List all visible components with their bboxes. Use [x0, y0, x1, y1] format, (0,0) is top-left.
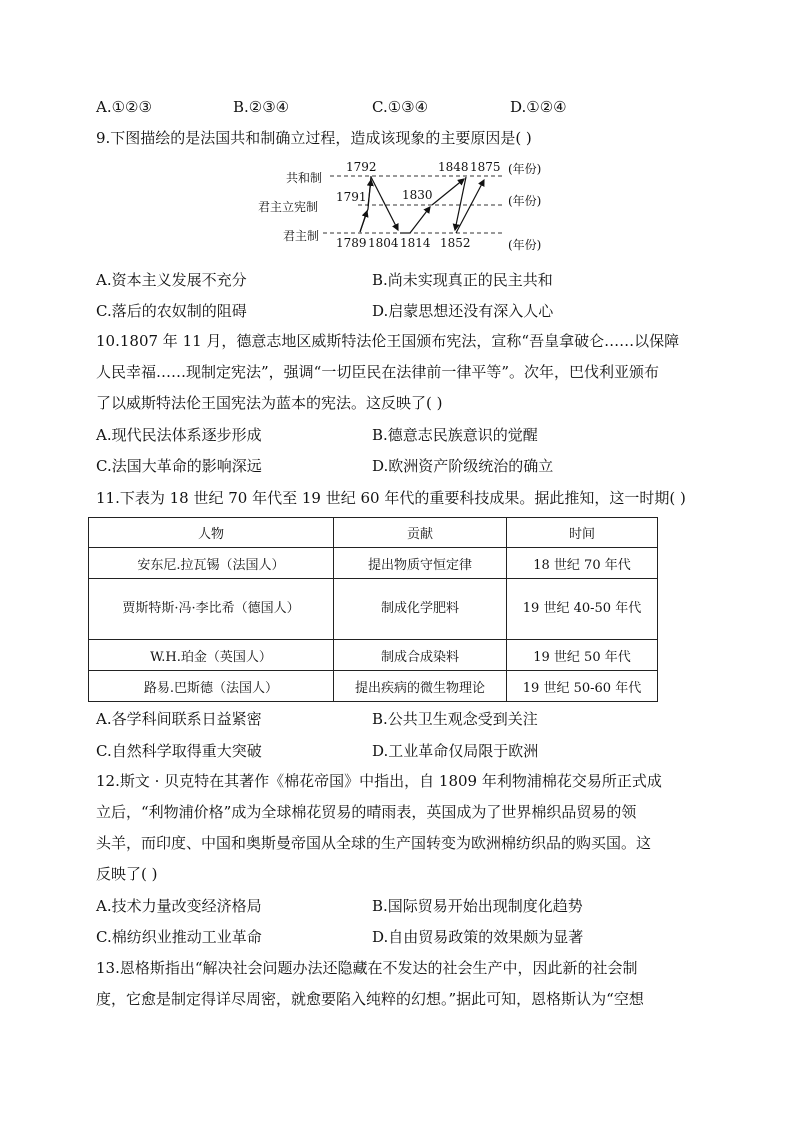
- header-person: 人物: [89, 518, 334, 548]
- q12-stem: [96, 766, 696, 890]
- q11-science-table: [88, 517, 658, 702]
- level-label-monarchy: 君主制: [283, 229, 320, 243]
- cell-contribution: 制成化学肥料: [334, 579, 507, 640]
- year-1789: 1789: [336, 236, 367, 250]
- cell-contribution: 提出疾病的微生物理论: [334, 671, 507, 702]
- q9-option-c[interactable]: C.落后的农奴制的阻碍: [96, 302, 247, 320]
- q12-option-c[interactable]: C.棉纺织业推动工业革命: [96, 928, 262, 946]
- q11-option-c[interactable]: C.自然科学取得重大突破: [96, 742, 262, 760]
- q12-option-b[interactable]: B.国际贸易开始出现制度化趋势: [372, 897, 583, 915]
- year-1848: 1848: [438, 160, 469, 174]
- year-1814: 1814: [400, 236, 431, 250]
- q8-option-b[interactable]: B.②③④: [233, 98, 290, 116]
- cell-time: 19 世纪 40-50 年代: [507, 579, 658, 640]
- q12-line-4: 反映了( ): [96, 865, 158, 883]
- q12-line-1: 12.斯文 · 贝克特在其著作《棉花帝国》中指出，自 1809 年利物浦棉花交易所正式成: [96, 772, 662, 790]
- cell-person: W.H.珀金（英国人）: [89, 640, 334, 671]
- q10-option-b[interactable]: B.德意志民族意识的觉醒: [372, 426, 538, 444]
- unit-label-3: (年份): [508, 238, 542, 252]
- trajectory-1830-1848: [432, 179, 464, 205]
- table-header-row: [89, 518, 658, 548]
- q10-option-d[interactable]: D.欧洲资产阶级统治的确立: [372, 457, 554, 475]
- q11-option-d[interactable]: D.工业革命仅局限于欧洲: [372, 742, 539, 760]
- q9-timeline-diagram: [250, 156, 550, 252]
- q9-stem: 9.下图描绘的是法国共和制确立过程，造成该现象的主要原因是( ): [96, 129, 532, 147]
- unit-label-2: (年份): [508, 194, 542, 208]
- year-1804: 1804: [368, 236, 399, 250]
- q11-option-b[interactable]: B.公共卫生观念受到关注: [372, 710, 538, 728]
- cell-person: 路易.巴斯德（法国人）: [89, 671, 334, 702]
- q12-line-3: 头羊，而印度、中国和奥斯曼帝国从全球的生产国转变为欧洲棉纺织品的购买国。这: [96, 834, 652, 852]
- year-1830: 1830: [402, 188, 433, 202]
- level-label-constitutional: 君主立宪制: [258, 200, 319, 214]
- year-1792: 1792: [346, 160, 377, 174]
- table-row: [89, 640, 658, 671]
- cell-person: 贾斯特斯·冯·李比希（德国人）: [89, 579, 334, 640]
- q13-line-1: 13.恩格斯指出“解决社会问题办法还隐藏在不发达的社会生产中，因此新的社会制: [96, 959, 638, 977]
- q9-option-a[interactable]: A.资本主义发展不充分: [96, 271, 247, 289]
- q10-option-c[interactable]: C.法国大革命的影响深远: [96, 457, 262, 475]
- header-time: 时间: [507, 518, 658, 548]
- q10-option-a[interactable]: A.现代民法体系逐步形成: [96, 426, 262, 444]
- q10-line-1: 10.1807 年 11 月，德意志地区威斯特法伦王国颁布宪法，宣称“吾皇拿破仑……以保障: [96, 332, 680, 350]
- trajectory-1814-1830: [410, 207, 430, 233]
- cell-time: 19 世纪 50 年代: [507, 640, 658, 671]
- table-row: [89, 548, 658, 579]
- year-1791: 1791: [336, 190, 367, 204]
- unit-label-1: (年份): [508, 162, 542, 176]
- q9-option-d[interactable]: D.启蒙思想还没有深入人心: [372, 302, 554, 320]
- q11-option-a[interactable]: A.各学科间联系日益紧密: [96, 710, 262, 728]
- q12-option-a[interactable]: A.技术力量改变经济格局: [96, 897, 262, 915]
- trajectory-1792-1804: [371, 177, 398, 230]
- q8-option-d[interactable]: D.①②④: [510, 98, 567, 116]
- year-1875: 1875: [470, 160, 501, 174]
- q8-option-a[interactable]: A.①②③: [96, 98, 152, 116]
- q9-option-b[interactable]: B.尚未实现真正的民主共和: [372, 271, 553, 289]
- table-row: [89, 579, 658, 640]
- q8-option-c[interactable]: C.①③④: [372, 98, 429, 116]
- cell-person: 安东尼.拉瓦锡（法国人）: [89, 548, 334, 579]
- q13-line-2: 度，它愈是制定得详尽周密，就愈要陷入纯粹的幻想。”据此可知，恩格斯认为“空想: [96, 990, 644, 1008]
- cell-time: 18 世纪 70 年代: [507, 548, 658, 579]
- q12-option-d[interactable]: D.自由贸易政策的效果颇为显著: [372, 928, 584, 946]
- q11-stem: 11.下表为 18 世纪 70 年代至 19 世纪 60 年代的重要科技成果。据此推知，这一时期( ): [96, 489, 686, 507]
- cell-contribution: 提出物质守恒定律: [334, 548, 507, 579]
- q10-stem: [96, 326, 696, 419]
- cell-time: 19 世纪 50-60 年代: [507, 671, 658, 702]
- header-contribution: 贡献: [334, 518, 507, 548]
- table-row: [89, 671, 658, 702]
- level-label-republic: 共和制: [286, 171, 323, 185]
- q10-line-2: 人民幸福……现制定宪法”，强调“一切臣民在法律前一律平等”。次年，巴伐利亚颁布: [96, 363, 660, 381]
- cell-contribution: 制成合成染料: [334, 640, 507, 671]
- q10-line-3: 了以威斯特法伦王国宪法为蓝本的宪法。这反映了( ): [96, 394, 443, 412]
- q12-line-2: 立后，“利物浦价格”成为全球棉花贸易的晴雨表，英国成为了世界棉织品贸易的领: [96, 803, 637, 821]
- q13-stem: [96, 953, 696, 1015]
- year-1852: 1852: [440, 236, 471, 250]
- trajectory-1789-1792: [360, 176, 371, 232]
